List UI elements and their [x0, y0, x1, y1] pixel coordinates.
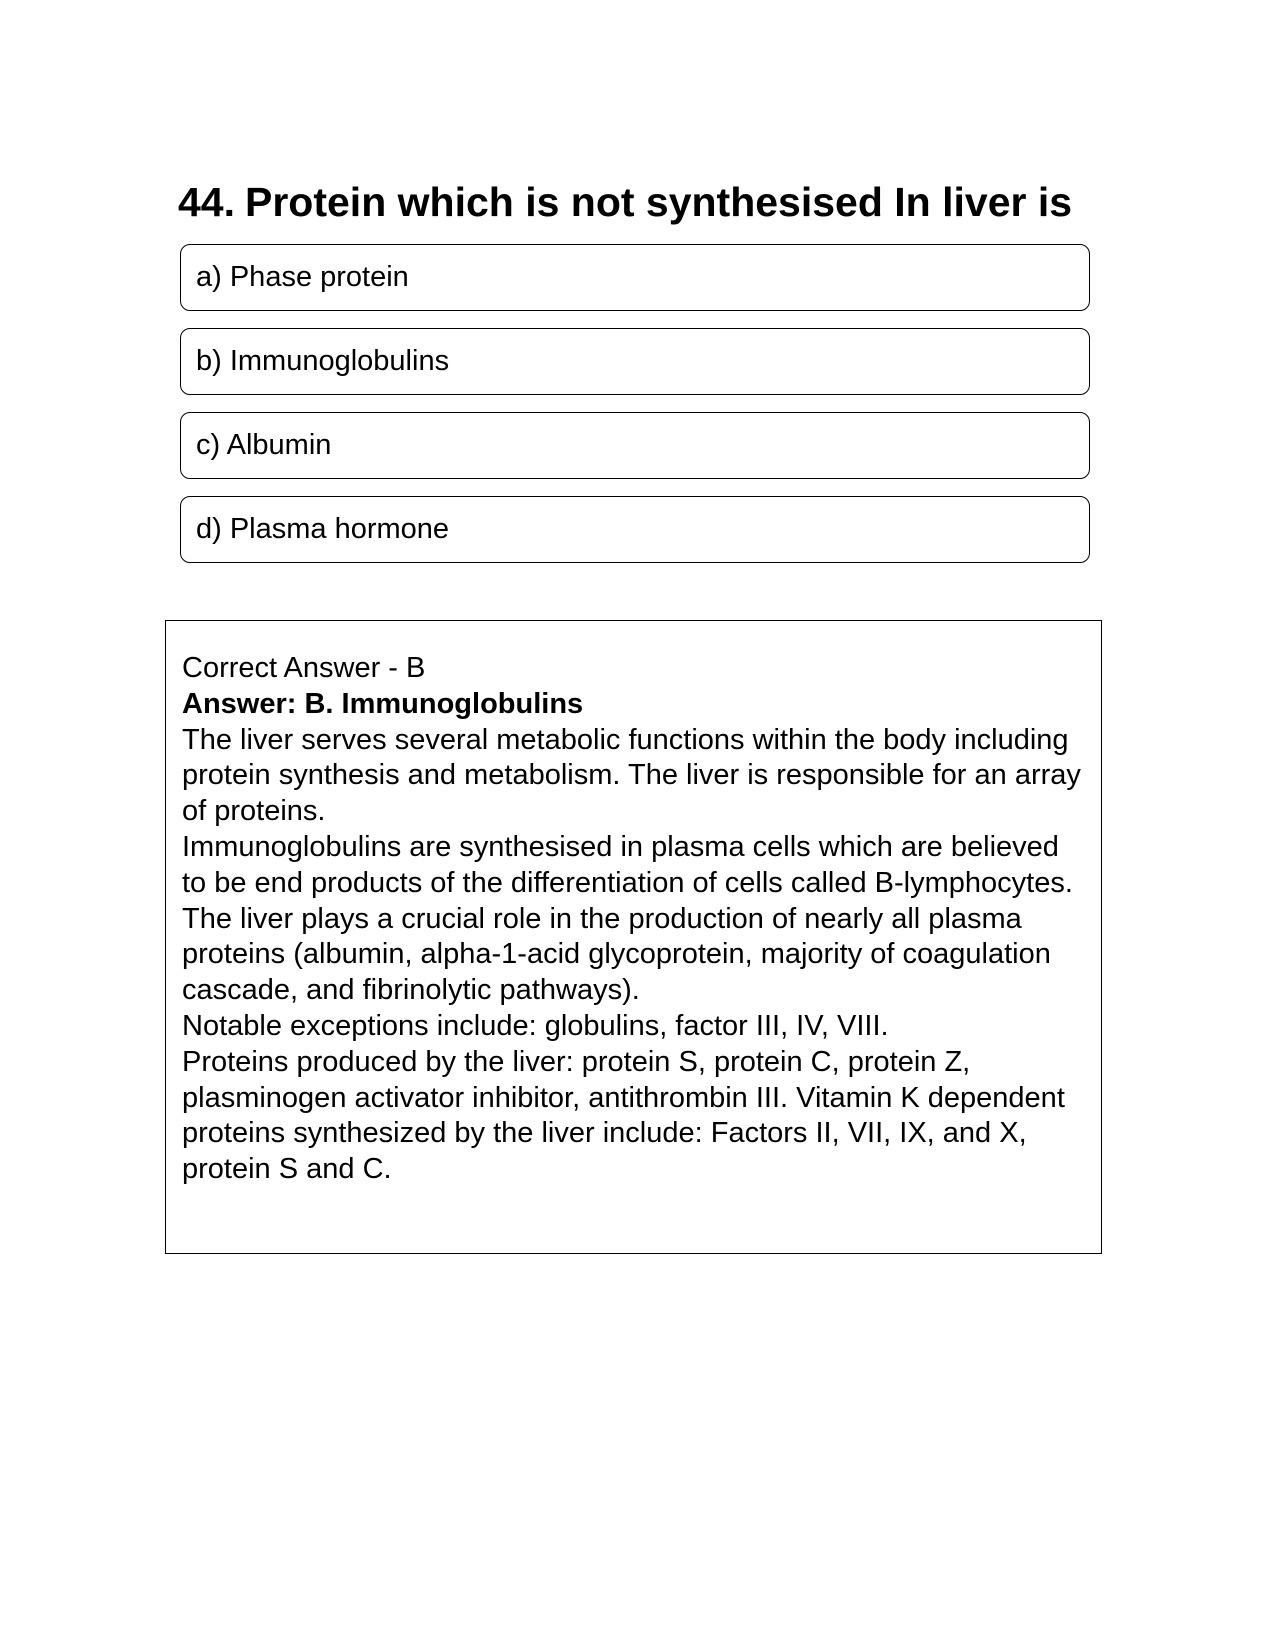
explanation-paragraph: Notable exceptions include: globulins, factor III, IV, VIII. [182, 1009, 889, 1042]
question-text: Protein which is not synthesised In liver is [245, 179, 1073, 225]
question-heading [178, 178, 1118, 226]
option-c[interactable]: c) Albumin [180, 412, 1090, 479]
explanation-paragraph: Proteins produced by the liver: protein S, protein C, protein Z, plasminogen activator inhibitor, antithrombin III. Vitamin K dependent proteins synthesized by the liver include: Factors II, VII, IX, and X, protein S and C. [182, 1045, 1065, 1186]
correct-answer-line: Correct Answer - B [182, 652, 426, 684]
question-number: 44. [178, 179, 235, 225]
option-d[interactable]: d) Plasma hormone [180, 496, 1090, 563]
explanation-paragraph: The liver plays a crucial role in the production of nearly all plasma proteins (albumin, alpha-1-acid glycoprotein, majority of coagulation cascade, and fibrinolytic pathways). [182, 902, 1051, 1007]
explanation-paragraph: Immunoglobulins are synthesised in plasma cells which are believed to be end products of the differentiation of cells called B-lymphocytes. [182, 830, 1073, 899]
option-a[interactable]: a) Phase protein [180, 244, 1090, 311]
explanation-paragraph: The liver serves several metabolic functions within the body including protein synthesis and metabolism. The liver is responsible for an array of proteins. [182, 723, 1081, 828]
answer-label: Answer: B. Immunoglobulins [182, 687, 584, 720]
option-b[interactable]: b) Immunoglobulins [180, 328, 1090, 395]
options-list [180, 244, 1090, 580]
answer-explanation-box [165, 620, 1102, 1254]
